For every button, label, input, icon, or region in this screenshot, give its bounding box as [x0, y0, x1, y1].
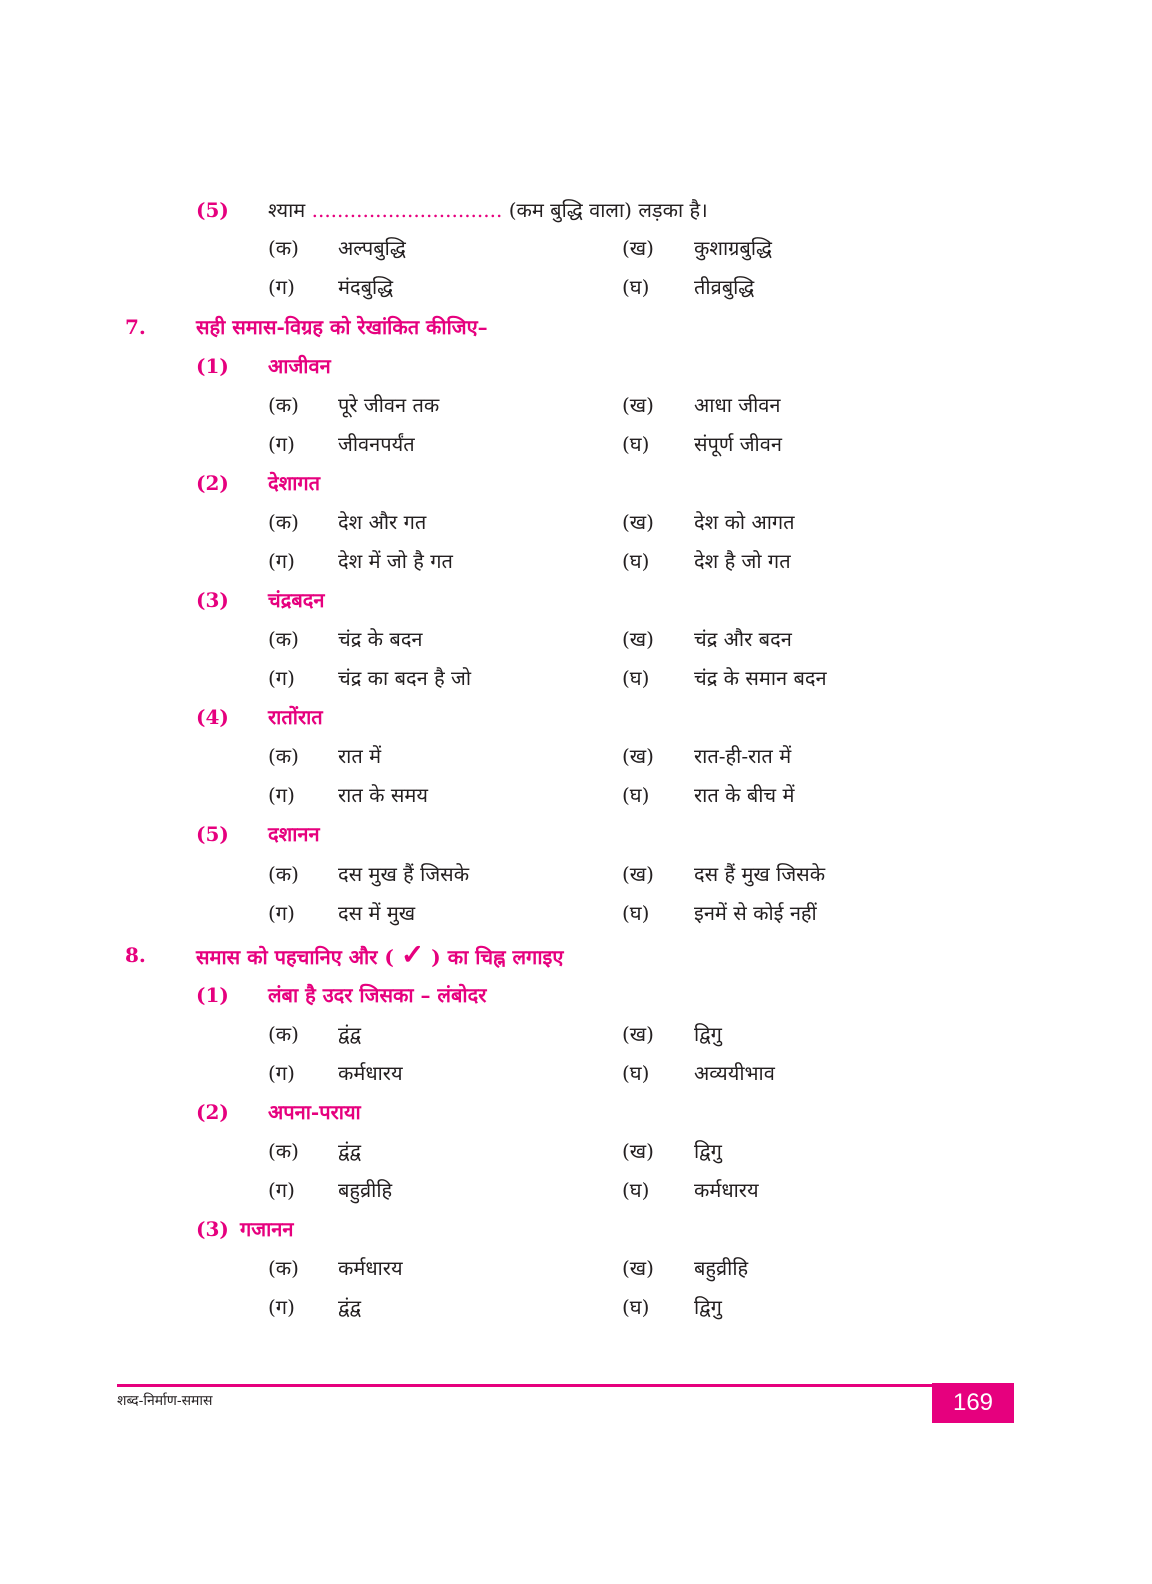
option-mark: (ख)	[622, 1139, 654, 1163]
question-title	[196, 936, 563, 976]
option-kha[interactable]: बहुव्रीहि	[694, 1256, 749, 1280]
option-mark: (क)	[268, 744, 299, 768]
option-ka[interactable]: चंद्र के बदन	[338, 627, 423, 651]
option-ka[interactable]: दस मुख हैं जिसके	[338, 862, 470, 886]
item-word: लंबा है उदर जिसका – लंबोदर	[268, 983, 487, 1007]
option-kha[interactable]: द्विगु	[694, 1139, 722, 1163]
check-mark-icon: ✓	[400, 938, 425, 971]
option-gha[interactable]: तीव्रबुद्धि	[694, 275, 755, 299]
item-heading	[196, 698, 323, 736]
option-mark: (ख)	[622, 393, 654, 417]
item-heading	[196, 1210, 294, 1248]
stem-after: (कम बुद्धि वाला) लड़का है।	[508, 198, 708, 222]
option-mark: (ख)	[622, 862, 654, 886]
page-number-badge: 169	[932, 1383, 1014, 1423]
item-heading	[196, 464, 321, 502]
question-7-heading	[125, 308, 488, 346]
question-number: 8.	[125, 943, 146, 967]
option-mark: (ख)	[622, 627, 654, 651]
option-gha[interactable]: देश है जो गत	[694, 549, 791, 573]
item-number: (3)	[196, 588, 229, 612]
item-heading	[196, 976, 487, 1014]
option-mark: (घ)	[622, 1178, 650, 1202]
option-gha[interactable]: द्विगु	[694, 1295, 722, 1319]
option-ka[interactable]: द्वंद्व	[338, 1022, 361, 1046]
stem-before: श्याम	[268, 198, 306, 222]
option-mark: (ग)	[268, 1061, 295, 1085]
option-ga[interactable]: दस में मुख	[338, 901, 416, 925]
item-number: (3)	[196, 1217, 229, 1241]
item-word: गजानन	[240, 1217, 294, 1241]
option-mark: (ग)	[268, 783, 295, 807]
option-mark: (घ)	[622, 783, 650, 807]
option-ga[interactable]: बहुव्रीहि	[338, 1178, 393, 1202]
option-kha[interactable]: आधा जीवन	[694, 393, 781, 417]
item-heading	[196, 347, 331, 385]
option-mark: (ग)	[268, 1178, 295, 1202]
footer-divider	[117, 1384, 932, 1387]
option-kha[interactable]: द्विगु	[694, 1022, 722, 1046]
option-mark: (क)	[268, 236, 299, 260]
item-number: (1)	[196, 983, 229, 1007]
question-number: 7.	[125, 315, 146, 339]
item-number: (1)	[196, 354, 229, 378]
item-number: (4)	[196, 705, 229, 729]
item-number: (2)	[196, 471, 229, 495]
option-gha[interactable]: रात के बीच में	[694, 783, 795, 807]
option-ga[interactable]: मंदबुद्धि	[338, 275, 394, 299]
option-mark: (ग)	[268, 275, 295, 299]
item-word: दशानन	[268, 822, 320, 846]
item-number: (2)	[196, 1100, 229, 1124]
option-ka[interactable]: पूरे जीवन तक	[338, 393, 440, 417]
option-ka[interactable]: रात में	[338, 744, 382, 768]
option-ga[interactable]: कर्मधारय	[338, 1061, 403, 1085]
title-before: समास को पहचानिए और (	[196, 945, 394, 969]
option-ka[interactable]: देश और गत	[338, 510, 427, 534]
option-mark: (घ)	[622, 549, 650, 573]
option-ga[interactable]: जीवनपर्यंत	[338, 432, 415, 456]
option-mark: (क)	[268, 510, 299, 534]
option-ga[interactable]: चंद्र का बदन है जो	[338, 666, 472, 690]
item-number: (5)	[196, 198, 229, 222]
item-heading	[196, 1093, 361, 1131]
item-heading	[196, 581, 325, 619]
item-word: अपना-पराया	[268, 1100, 361, 1124]
option-mark: (ख)	[622, 236, 654, 260]
option-gha[interactable]: इनमें से कोई नहीं	[694, 901, 817, 925]
option-mark: (घ)	[622, 666, 650, 690]
option-mark: (क)	[268, 862, 299, 886]
option-gha[interactable]: चंद्र के समान बदन	[694, 666, 827, 690]
option-mark: (ग)	[268, 901, 295, 925]
question-item-6-5	[196, 191, 708, 229]
item-word: चंद्रबदन	[268, 588, 325, 612]
option-mark: (क)	[268, 1139, 299, 1163]
question-title: सही समास-विग्रह को रेखांकित कीजिए–	[196, 315, 488, 339]
option-mark: (घ)	[622, 275, 650, 299]
option-mark: (घ)	[622, 432, 650, 456]
option-ga[interactable]: रात के समय	[338, 783, 428, 807]
option-mark: (ग)	[268, 666, 295, 690]
option-mark: (घ)	[622, 1295, 650, 1319]
option-ka[interactable]: अल्पबुद्धि	[338, 236, 406, 260]
option-kha[interactable]: दस हैं मुख जिसके	[694, 862, 826, 886]
option-ka[interactable]: द्वंद्व	[338, 1139, 361, 1163]
option-ka[interactable]: कर्मधारय	[338, 1256, 403, 1280]
option-kha[interactable]: कुशाग्रबुद्धि	[694, 236, 772, 260]
item-number: (5)	[196, 822, 229, 846]
option-mark: (घ)	[622, 901, 650, 925]
option-gha[interactable]: संपूर्ण जीवन	[694, 432, 782, 456]
option-mark: (ग)	[268, 549, 295, 573]
option-kha[interactable]: देश को आगत	[694, 510, 795, 534]
chapter-title: शब्द-निर्माण-समास	[117, 1393, 213, 1409]
option-kha[interactable]: चंद्र और बदन	[694, 627, 792, 651]
item-stem	[268, 191, 708, 229]
option-mark: (ख)	[622, 1256, 654, 1280]
option-mark: (ख)	[622, 1022, 654, 1046]
fill-blank: ..............................	[311, 198, 503, 222]
question-8-heading	[125, 936, 564, 974]
option-mark: (ख)	[622, 510, 654, 534]
item-heading	[196, 815, 320, 853]
option-mark: (क)	[268, 1256, 299, 1280]
option-kha[interactable]: रात-ही-रात में	[694, 744, 792, 768]
item-word: रातोंरात	[268, 705, 323, 729]
option-mark: (ग)	[268, 1295, 295, 1319]
item-word: आजीवन	[268, 354, 331, 378]
option-ga[interactable]: द्वंद्व	[338, 1295, 361, 1319]
option-gha[interactable]: कर्मधारय	[694, 1178, 759, 1202]
option-ga[interactable]: देश में जो है गत	[338, 549, 453, 573]
title-after: ) का चिह्न लगाइए	[431, 945, 564, 969]
option-mark: (घ)	[622, 1061, 650, 1085]
option-mark: (क)	[268, 1022, 299, 1046]
option-mark: (ग)	[268, 432, 295, 456]
option-mark: (क)	[268, 627, 299, 651]
option-mark: (ख)	[622, 744, 654, 768]
option-mark: (क)	[268, 393, 299, 417]
option-gha[interactable]: अव्ययीभाव	[694, 1061, 775, 1085]
item-word: देशागत	[268, 471, 321, 495]
